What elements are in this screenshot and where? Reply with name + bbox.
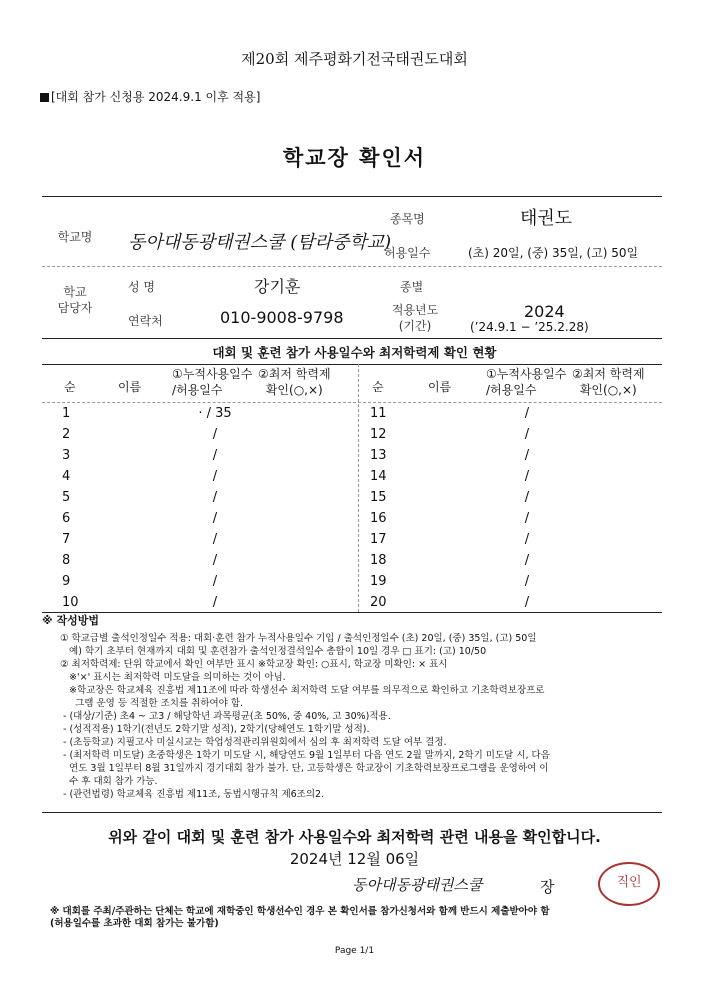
confirm-text: 위와 같이 대회 및 훈련 참가 사용일수와 최저학력 관련 내용을 확인합니다. <box>108 828 601 846</box>
col-days-right: ①누적사용일수 /허용일수 <box>486 367 567 397</box>
method-line: ① 학교급별 출석인정일수 적용: 대회·훈련 참가 누적사용일수 기입 / 출석인정일수 (초) 20일, (중) 35일, (고) 50일 <box>60 633 537 644</box>
table-row-number: 15 <box>370 490 387 505</box>
table-row-number: 9 <box>62 574 71 589</box>
table-row-number: 10 <box>62 595 79 610</box>
square-bullet-icon <box>40 93 49 102</box>
table-row-days: / <box>524 427 530 442</box>
table-row-number: 2 <box>62 427 71 442</box>
table-row-days: / <box>212 574 218 589</box>
table-row-days: / <box>212 553 218 568</box>
footer-line-2: (허용일수를 초과한 대회 참가는 불가함) <box>50 918 219 929</box>
event-value: 태권도 <box>520 208 573 229</box>
method-line: ※'×' 표시는 최저학력 미도달을 의미하는 것이 아님. <box>60 672 286 683</box>
table-row-number: 13 <box>370 448 387 463</box>
year-label: 적용년도 (기간) <box>391 303 439 333</box>
table-row-days: / <box>212 532 218 547</box>
table-row-number: 8 <box>62 553 71 568</box>
contact-value: 010-9008-9798 <box>220 308 344 327</box>
table-row-days: / <box>212 448 218 463</box>
table-header-divider <box>42 402 662 403</box>
table-row-days: / <box>212 427 218 442</box>
table-row-number: 5 <box>62 490 71 505</box>
table-row-days: / <box>524 595 530 610</box>
year-value: 2024 <box>524 302 565 321</box>
method-line: - (관련법령) 학교체육 진흥법 제11조, 동법시행규칙 제6조의2. <box>60 789 325 800</box>
table-row-days: / <box>212 469 218 484</box>
col-name-left: 이름 <box>118 380 142 394</box>
table-row-days: / <box>212 490 218 505</box>
contact-label: 연락처 <box>128 314 163 328</box>
table-row-number: 20 <box>370 595 387 610</box>
table-row-number: 14 <box>370 469 387 484</box>
table-row-days: / <box>212 511 218 526</box>
method-line: - (최저학력 미도달) 초중학생은 1학기 미도달 시, 해당연도 9월 1일부터 다음 연도 2월 말까지, 2학기 미도달 시, 다음 <box>60 750 550 761</box>
method-line: - (성적적용) 1학기(전년도 2학기말 성적), 2학기(당해연도 1학기말 성적). <box>60 724 370 735</box>
table-row-number: 1 <box>62 406 71 421</box>
manager-label: 학교 담당자 <box>57 285 93 315</box>
method-line: - (대상/기준) 초4 ~ 고3 / 해당학년 과목평균(초 50%, 중 40%, 고 30%)적용. <box>60 711 391 722</box>
confirm-date: 2024년 12월 06일 <box>289 850 420 868</box>
gender-label: 종별 <box>400 280 424 294</box>
table-row-days: / <box>524 511 530 526</box>
table-top-border <box>42 364 662 365</box>
col-no-right: 순 <box>372 380 384 394</box>
method-lines <box>60 632 660 801</box>
table-row-days: / <box>212 595 218 610</box>
document-title: 학교장 확인서 <box>282 146 427 170</box>
col-days-left: ①누적사용일수 /허용일수 <box>172 367 253 397</box>
apply-note-text: [대회 참가 신청용 2024.9.1 이후 적용] <box>51 90 261 104</box>
table-row-days: / <box>524 532 530 547</box>
table-row-days: / <box>524 448 530 463</box>
table-row-number: 6 <box>62 511 71 526</box>
table-row-days: / <box>524 574 530 589</box>
name-label: 성 명 <box>128 280 155 294</box>
table-bottom-border <box>42 612 662 613</box>
school-value: 동아대동광태권스쿨 (탐라중학교) <box>128 232 392 253</box>
table-row-days: · / 35 <box>198 406 232 421</box>
col-no-left: 순 <box>64 380 76 394</box>
table-row-number: 7 <box>62 532 71 547</box>
method-line: 수 후 대회 참가 가능. <box>60 776 158 787</box>
info-divider <box>42 266 662 267</box>
table-row-number: 3 <box>62 448 71 463</box>
table-row-number: 17 <box>370 532 387 547</box>
method-bottom-border <box>42 812 662 813</box>
method-line: - (초등학교) 지필고사 미실시교는 학업성적관리위원회에서 심의 후 최저학력 도달 여부 결정. <box>60 737 447 748</box>
school-label: 학교명 <box>57 230 93 244</box>
footer-line-1: ※ 대회를 주최/주관하는 단체는 학교에 재학중인 학생선수인 경우 본 확인서를 참가신청서와 함께 반드시 제출받아야 함 <box>50 906 550 917</box>
col-check-right: ②최저 학력제 확인(○,×) <box>572 367 645 397</box>
method-title: ※ 작성방법 <box>42 614 100 627</box>
method-line: 예) 학기 초부터 현재까지 대회 및 훈련참가 출석인정결석일수 총합이 10일 경우 □ 표기: (고) 10/50 <box>60 646 487 657</box>
name-value: 강기훈 <box>254 277 301 296</box>
info-bottom-border <box>42 338 662 339</box>
table-center-divider <box>358 364 359 612</box>
info-top-border <box>42 196 662 197</box>
jang-label: 장 <box>540 878 555 896</box>
allowed-label: 허용일수 <box>384 246 431 260</box>
table-row-number: 12 <box>370 427 387 442</box>
table-row-number: 16 <box>370 511 387 526</box>
method-line: ※학교장은 학교체육 진흥법 제11조에 따라 학생선수 최저학력 도달 여부를 의무적으로 확인하고 기초학력보장프로 <box>60 685 545 696</box>
event-label: 종목명 <box>390 212 425 226</box>
page-label: Page 1/1 <box>334 946 375 956</box>
table-row-days: / <box>524 490 530 505</box>
table-row-number: 19 <box>370 574 387 589</box>
event-title: 제20회 제주평화기전국태권도대회 <box>241 50 468 68</box>
table-row-number: 18 <box>370 553 387 568</box>
col-name-right: 이름 <box>428 380 452 394</box>
method-line: 연도 3월 1일부터 8월 31일까지 경기대회 참가 불가. 단, 고등학생은 학교장이 기초학력보장프로그램을 운영하여 이 <box>60 763 549 774</box>
year-period: (’24.9.1 − ’25.2.28) <box>470 320 589 334</box>
table-row-days: / <box>524 406 530 421</box>
table-row-days: / <box>524 553 530 568</box>
col-check-left: ②최저 학력제 확인(○,×) <box>258 367 331 397</box>
allowed-value: (초) 20일, (중) 35일, (고) 50일 <box>468 246 639 260</box>
signature: 동아대동광태권스쿨 <box>352 876 483 894</box>
table-caption: 대회 및 훈련 참가 사용일수와 최저학력제 확인 현황 <box>212 345 497 360</box>
footer-note <box>50 906 550 930</box>
table-row-days: / <box>524 469 530 484</box>
table-row-number: 4 <box>62 469 71 484</box>
apply-note <box>40 88 260 105</box>
official-stamp: 직인 <box>598 862 660 906</box>
table-row-number: 11 <box>370 406 387 421</box>
method-line: ② 최저학력제: 단위 학교에서 확인 여부만 표시 ※학교장 확인: ○표시, 학교장 미확인: × 표시 <box>60 659 448 670</box>
method-line: 그램 운영 등 적절한 조치를 취하여야 함. <box>60 698 244 709</box>
